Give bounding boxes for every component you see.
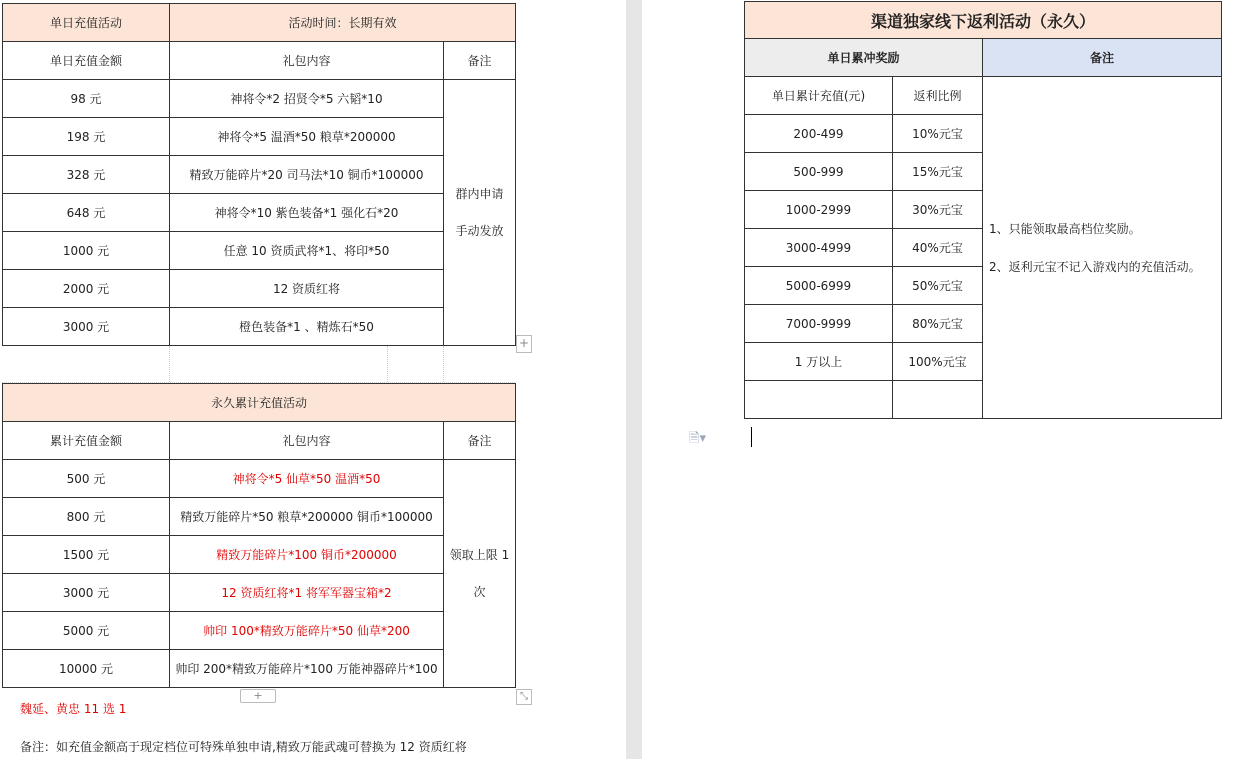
table-row: [3, 536, 516, 574]
cumulative-recharge-table: [2, 383, 516, 688]
table-row: [3, 80, 516, 118]
gift-cell: 神将令*2 招贤令*5 六韬*10: [170, 80, 444, 118]
table-row: [3, 574, 516, 612]
ratio-cell: 30%元宝: [893, 191, 983, 229]
table-row: [3, 308, 516, 346]
table-row: [3, 156, 516, 194]
amount-cell: 3000 元: [3, 308, 170, 346]
range-cell: 1 万以上: [745, 343, 893, 381]
cumulative-col-note: 备注: [444, 422, 516, 460]
table-row: [3, 118, 516, 156]
rebate-rule-2: 2、返利元宝不记入游戏内的充值活动。: [989, 259, 1201, 274]
ratio-cell: 15%元宝: [893, 153, 983, 191]
gift-cell: 精致万能碎片*20 司马法*10 铜币*100000: [170, 156, 444, 194]
cumulative-col-amount: 累计充值金额: [3, 422, 170, 460]
daily-period: 活动时间：长期有效: [170, 4, 516, 42]
rebate-header-note: 备注: [983, 39, 1222, 77]
gift-cell: 神将令*10 紫色装备*1 强化石*20: [170, 194, 444, 232]
amount-cell: 2000 元: [3, 270, 170, 308]
gift-cell: 神将令*5 仙草*50 温酒*50: [170, 460, 444, 498]
rebate-rule-1: 1、只能领取最高档位奖励。: [989, 221, 1141, 236]
rebate-title: 渠道独家线下返利活动（永久）: [745, 2, 1222, 39]
amount-cell: 5000 元: [3, 612, 170, 650]
daily-col-amount: 单日充值金额: [3, 42, 170, 80]
gift-cell: 神将令*5 温酒*50 粮草*200000: [170, 118, 444, 156]
daily-note-line2: 手动发放: [455, 223, 504, 238]
empty-cell: [893, 381, 983, 419]
ratio-cell: 10%元宝: [893, 115, 983, 153]
rebate-col-amount: 单日累计充值(元): [745, 77, 893, 115]
gift-cell: 帅印 200*精致万能碎片*100 万能神器碎片*100: [170, 650, 444, 688]
amount-cell: 98 元: [3, 80, 170, 118]
table-row: [3, 270, 516, 308]
range-cell: 5000-6999: [745, 267, 893, 305]
add-column-button[interactable]: +: [516, 335, 532, 353]
amount-cell: 10000 元: [3, 650, 170, 688]
empty-cell: [745, 381, 893, 419]
cumulative-title: 永久累计充值活动: [3, 384, 516, 422]
text-cursor: [751, 427, 752, 447]
ratio-cell: 80%元宝: [893, 305, 983, 343]
daily-title: 单日充值活动: [3, 4, 170, 42]
ratio-cell: 100%元宝: [893, 343, 983, 381]
rebate-rules-cell: [983, 77, 1222, 419]
amount-cell: 328 元: [3, 156, 170, 194]
amount-cell: 1000 元: [3, 232, 170, 270]
gridline: [443, 346, 444, 382]
range-cell: 3000-4999: [745, 229, 893, 267]
daily-note-cell: [444, 80, 516, 346]
table-resize-icon[interactable]: ⤡: [516, 689, 532, 705]
gift-cell: 精致万能碎片*50 粮草*200000 铜币*100000: [170, 498, 444, 536]
table-row: [3, 650, 516, 688]
amount-cell: 3000 元: [3, 574, 170, 612]
table-row: [3, 498, 516, 536]
ratio-cell: 40%元宝: [893, 229, 983, 267]
gift-cell: 帅印 100*精致万能碎片*50 仙草*200: [170, 612, 444, 650]
rebate-table: [744, 1, 1222, 419]
rebate-col-ratio: 返利比例: [893, 77, 983, 115]
daily-recharge-table: [2, 3, 516, 346]
daily-col-note: 备注: [444, 42, 516, 80]
daily-col-gift: 礼包内容: [170, 42, 444, 80]
gift-cell: 12 资质红将: [170, 270, 444, 308]
amount-cell: 648 元: [3, 194, 170, 232]
remark-note: 备注：如充值金额高于现定档位可特殊单独申请,精致万能武魂可替换为 12 资质红将: [20, 740, 467, 754]
gridline: [169, 346, 170, 382]
range-cell: 1000-2999: [745, 191, 893, 229]
amount-cell: 500 元: [3, 460, 170, 498]
hero-choice-note: 魏延、黄忠 11 选 1: [20, 702, 127, 716]
gift-cell: 任意 10 资质武将*1、将印*50: [170, 232, 444, 270]
table-row: [3, 232, 516, 270]
table-row: [3, 612, 516, 650]
amount-cell: 800 元: [3, 498, 170, 536]
cumulative-note-line1: 领取上限 1: [449, 547, 510, 562]
cumulative-note-line2: 次: [473, 584, 486, 599]
cumulative-col-gift: 礼包内容: [170, 422, 444, 460]
gift-cell: 精致万能碎片*100 铜币*200000: [170, 536, 444, 574]
rebate-header-reward: 单日累冲奖励: [745, 39, 983, 77]
table-row: [3, 194, 516, 232]
gift-cell: 12 资质红将*1 将军军器宝箱*2: [170, 574, 444, 612]
table-row: [3, 460, 516, 498]
empty-gridline-row: [2, 346, 515, 383]
document-page-left: [0, 0, 626, 759]
cumulative-note-cell: [444, 460, 516, 688]
page-gutter: [626, 0, 642, 759]
daily-note-line1: 群内申请: [455, 186, 504, 201]
amount-cell: 198 元: [3, 118, 170, 156]
ratio-cell: 50%元宝: [893, 267, 983, 305]
range-cell: 500-999: [745, 153, 893, 191]
gift-cell: 橙色装备*1 、精炼石*50: [170, 308, 444, 346]
paste-options-icon[interactable]: 🗎▾: [689, 431, 706, 446]
add-row-button[interactable]: +: [240, 689, 276, 703]
amount-cell: 1500 元: [3, 536, 170, 574]
gridline: [387, 346, 388, 382]
range-cell: 200-499: [745, 115, 893, 153]
range-cell: 7000-9999: [745, 305, 893, 343]
